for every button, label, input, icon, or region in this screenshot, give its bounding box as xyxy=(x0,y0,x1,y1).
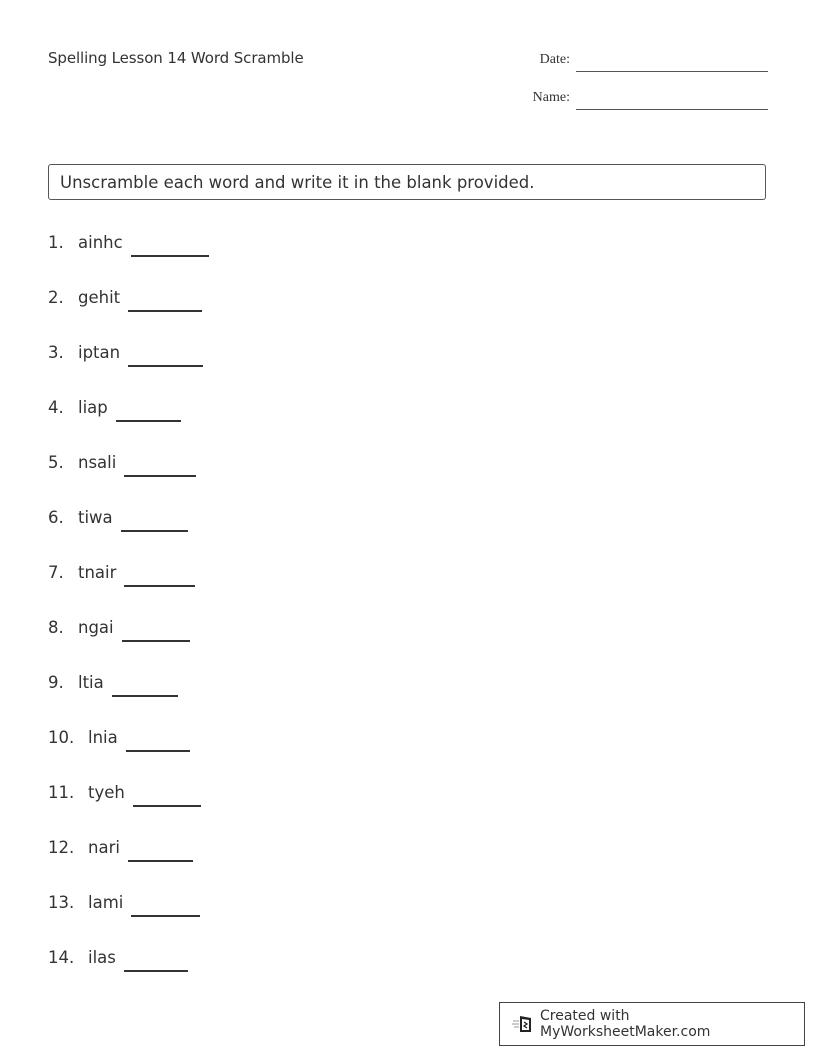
answer-blank xyxy=(131,233,209,257)
list-item xyxy=(48,453,209,508)
item-number: 12. xyxy=(48,838,75,857)
worksheet-title: Spelling Lesson 14 Word Scramble xyxy=(48,49,304,67)
answer-blank xyxy=(128,288,202,312)
answer-blank xyxy=(124,453,196,477)
scrambled-word: gehit xyxy=(78,288,121,307)
answer-blank xyxy=(122,618,190,642)
item-number: 11. xyxy=(48,783,75,802)
list-item xyxy=(48,233,209,288)
list-item xyxy=(48,288,209,343)
scrambled-word: tiwa xyxy=(78,508,113,527)
date-blank-line xyxy=(576,57,768,72)
answer-blank xyxy=(133,783,201,807)
item-number: 14. xyxy=(48,948,75,967)
list-item xyxy=(48,508,209,563)
scrambled-word: nsali xyxy=(78,453,117,472)
scrambled-word: lnia xyxy=(88,728,118,747)
item-number: 1. xyxy=(48,233,64,252)
scrambled-word: liap xyxy=(78,398,108,417)
instructions-box xyxy=(48,164,766,200)
item-number: 6. xyxy=(48,508,64,527)
list-item xyxy=(48,838,209,893)
footer-badge xyxy=(499,1002,805,1046)
footer-text: Created with MyWorksheetMaker.com xyxy=(540,1008,711,1040)
date-field xyxy=(510,52,768,68)
item-number: 3. xyxy=(48,343,64,362)
scrambled-word: ilas xyxy=(88,948,116,967)
list-item xyxy=(48,728,209,783)
answer-blank xyxy=(126,728,190,752)
answer-blank xyxy=(112,673,178,697)
item-number: 8. xyxy=(48,618,64,637)
answer-blank xyxy=(121,508,188,532)
worksheet-logo-icon xyxy=(512,1014,534,1034)
name-label: Name: xyxy=(532,90,570,105)
list-item xyxy=(48,783,209,838)
word-list xyxy=(48,233,209,1003)
instructions-text: Unscramble each word and write it in the blank provided. xyxy=(60,172,535,192)
answer-blank xyxy=(116,398,181,422)
list-item xyxy=(48,398,209,453)
list-item xyxy=(48,673,209,728)
answer-blank xyxy=(124,563,195,587)
scrambled-word: ngai xyxy=(78,618,114,637)
date-label: Date: xyxy=(539,52,570,67)
scrambled-word: nari xyxy=(88,838,120,857)
scrambled-word: ltia xyxy=(78,673,104,692)
list-item xyxy=(48,563,209,618)
list-item xyxy=(48,893,209,948)
scrambled-word: tyeh xyxy=(88,783,125,802)
answer-blank xyxy=(128,838,193,862)
scrambled-word: ainhc xyxy=(78,233,123,252)
item-number: 13. xyxy=(48,893,75,912)
item-number: 7. xyxy=(48,563,64,582)
name-field xyxy=(510,90,768,106)
item-number: 5. xyxy=(48,453,64,472)
answer-blank xyxy=(124,948,188,972)
item-number: 2. xyxy=(48,288,64,307)
scrambled-word: lami xyxy=(88,893,124,912)
answer-blank xyxy=(128,343,203,367)
item-number: 10. xyxy=(48,728,75,747)
list-item xyxy=(48,343,209,398)
item-number: 4. xyxy=(48,398,64,417)
scrambled-word: tnair xyxy=(78,563,117,582)
list-item xyxy=(48,618,209,673)
scrambled-word: iptan xyxy=(78,343,121,362)
item-number: 9. xyxy=(48,673,64,692)
answer-blank xyxy=(131,893,200,917)
name-blank-line xyxy=(576,95,768,110)
list-item xyxy=(48,948,209,1003)
